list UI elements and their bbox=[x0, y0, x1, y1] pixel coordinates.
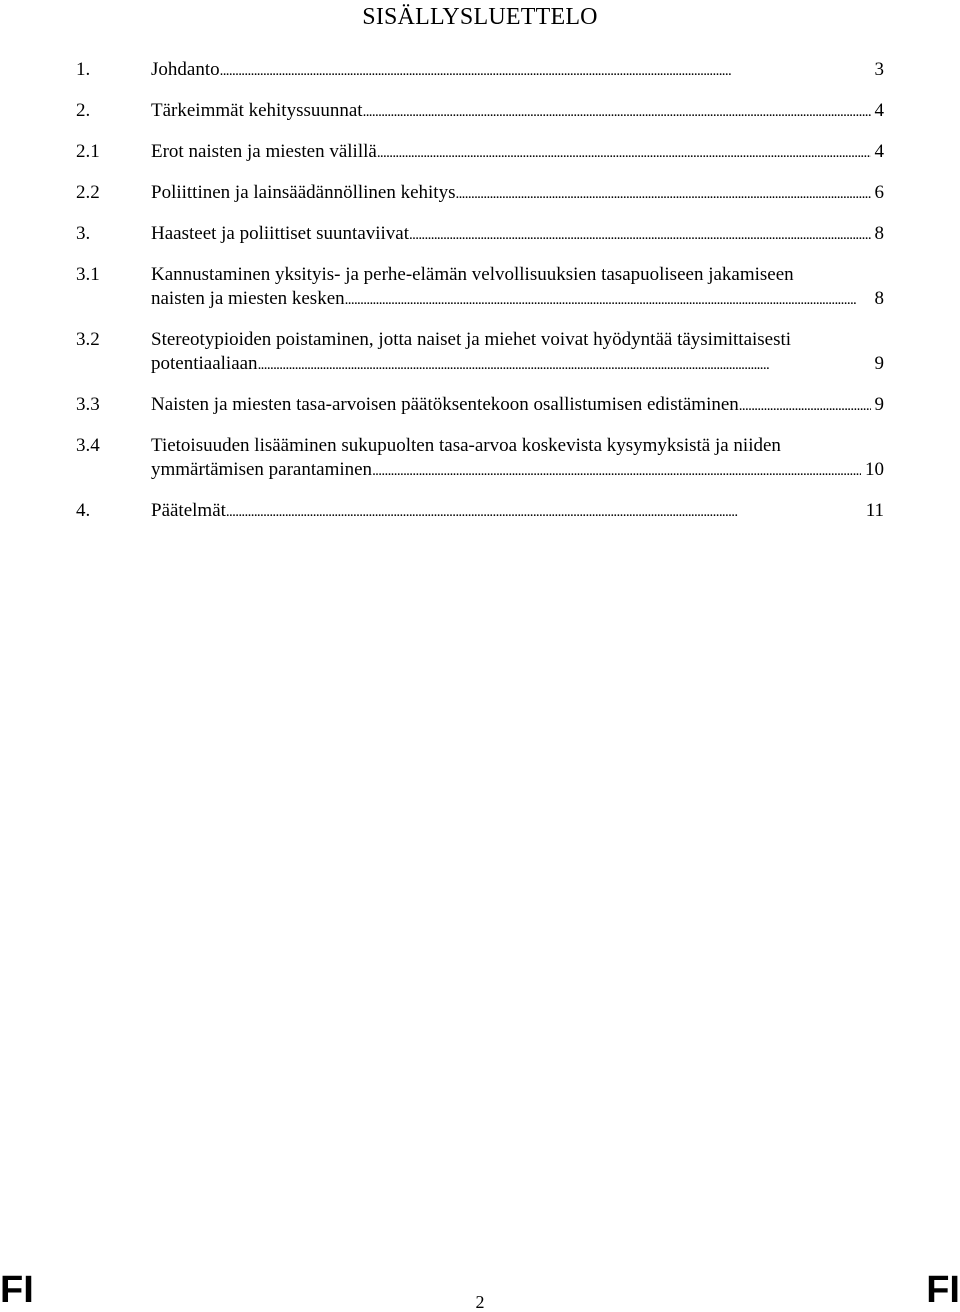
toc-entry-title[interactable]: Haasteet ja poliittiset suuntaviivat bbox=[151, 223, 410, 244]
toc-entry-title[interactable]: naisten ja miesten kesken bbox=[151, 288, 345, 309]
dot-leader bbox=[372, 458, 861, 483]
dot-leader bbox=[363, 99, 871, 124]
dot-leader bbox=[220, 58, 871, 83]
toc-entry-title-line1[interactable]: Tietoisuuden lisääminen sukupuolten tasa-arvoa koskevista kysymyksistä ja niiden bbox=[151, 435, 781, 456]
dot-leader bbox=[345, 287, 871, 312]
dot-leader bbox=[409, 222, 870, 247]
toc-entry-number: 2.2 bbox=[76, 182, 100, 203]
toc-entry-number: 4. bbox=[76, 500, 91, 521]
toc-entry-title[interactable]: Tärkeimmät kehityssuunnat bbox=[151, 100, 363, 121]
toc-entry-title[interactable]: potentiaaliaan bbox=[151, 353, 258, 374]
toc-entry-title[interactable]: Erot naisten ja miesten välillä bbox=[151, 141, 377, 162]
toc-entry-page[interactable]: 6 bbox=[874, 182, 884, 203]
toc-entry-number: 3.3 bbox=[76, 394, 100, 415]
footer-language-code-right: FI bbox=[926, 1269, 960, 1311]
toc-entry-page[interactable]: 4 bbox=[874, 100, 884, 121]
toc-entry[interactable] bbox=[76, 140, 884, 165]
toc-entry-page[interactable]: 3 bbox=[874, 59, 884, 80]
toc-entry-page[interactable]: 8 bbox=[874, 288, 884, 309]
toc-entry-page[interactable]: 8 bbox=[874, 223, 884, 244]
toc-entry-title[interactable]: ymmärtämisen parantaminen bbox=[151, 459, 373, 480]
dot-leader bbox=[455, 181, 870, 206]
toc-entry-title[interactable]: Poliittinen ja lainsäädännöllinen kehitys bbox=[151, 182, 456, 203]
toc-entry[interactable] bbox=[76, 181, 884, 206]
dot-leader bbox=[226, 499, 862, 524]
toc-entry-page[interactable]: 4 bbox=[874, 141, 884, 162]
footer-language-code-left: FI bbox=[0, 1269, 34, 1311]
toc-entry-page[interactable]: 9 bbox=[874, 394, 884, 415]
toc-entry-number: 3.2 bbox=[76, 329, 100, 350]
dot-leader bbox=[739, 393, 871, 418]
toc-entry-page[interactable]: 10 bbox=[865, 459, 884, 480]
toc-entry-title[interactable]: Johdanto bbox=[151, 59, 220, 80]
toc-entry[interactable] bbox=[76, 222, 884, 247]
page-title: SISÄLLYSLUETTELO bbox=[362, 4, 598, 30]
toc-entry[interactable] bbox=[76, 499, 884, 524]
toc-entry-title-line1[interactable]: Stereotypioiden poistaminen, jotta naiset ja miehet voivat hyödyntää täysimittaisesti bbox=[151, 329, 792, 350]
toc-entry-page[interactable]: 11 bbox=[865, 500, 884, 521]
toc-entry-number: 2.1 bbox=[76, 141, 100, 162]
toc-entry[interactable] bbox=[76, 434, 884, 483]
toc-entry-page[interactable]: 9 bbox=[874, 353, 884, 374]
toc-entry-title[interactable]: Naisten ja miesten tasa-arvoisen päätöksentekoon osallistumisen edistäminen bbox=[151, 394, 739, 415]
toc-entry-number: 1. bbox=[76, 59, 91, 80]
toc-entry[interactable] bbox=[76, 99, 884, 124]
toc-entry[interactable] bbox=[76, 263, 884, 312]
dot-leader bbox=[258, 352, 871, 377]
toc-entry-title-line1[interactable]: Kannustaminen yksityis- ja perhe-elämän velvollisuuksien tasapuoliseen jakamiseen bbox=[151, 264, 794, 285]
toc-entry[interactable] bbox=[76, 393, 884, 418]
toc-entry-number: 3.1 bbox=[76, 264, 100, 285]
toc-entry-number: 3.4 bbox=[76, 435, 100, 456]
toc-entry-number: 3. bbox=[76, 223, 91, 244]
dot-leader bbox=[377, 140, 871, 165]
toc-entry[interactable] bbox=[76, 58, 884, 83]
table-of-contents bbox=[76, 58, 884, 540]
toc-entry-title[interactable]: Päätelmät bbox=[151, 500, 226, 521]
toc-entry-number: 2. bbox=[76, 100, 91, 121]
footer-page-number: 2 bbox=[475, 1292, 485, 1312]
toc-entry[interactable] bbox=[76, 328, 884, 377]
